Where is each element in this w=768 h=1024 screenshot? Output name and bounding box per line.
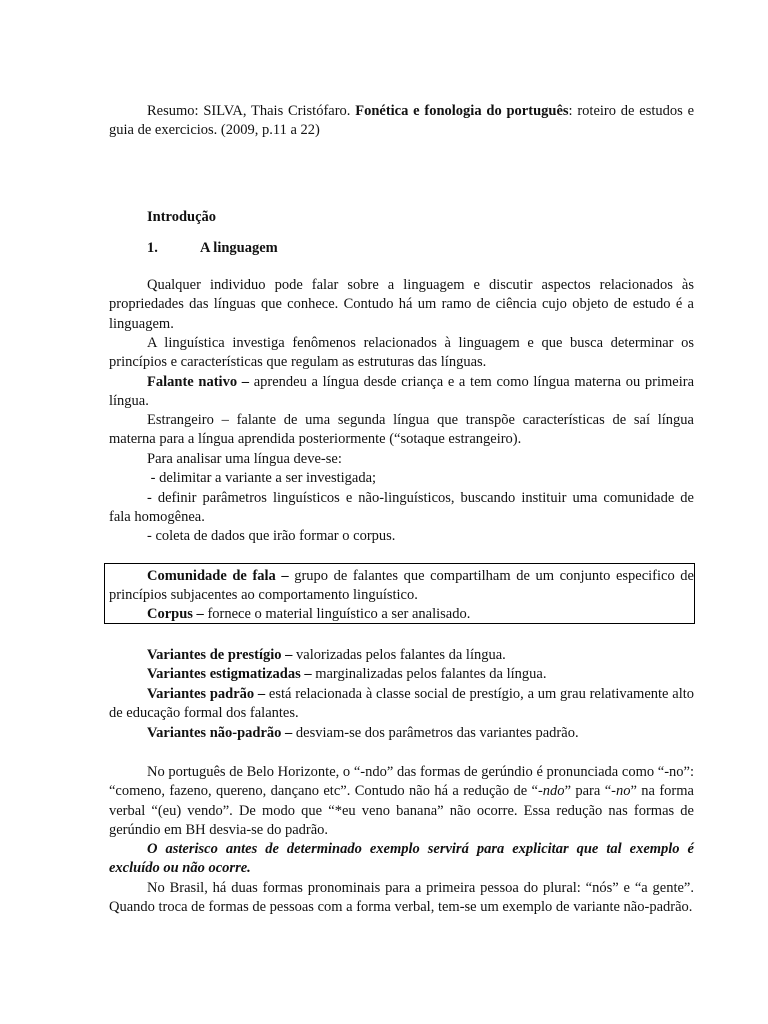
variant-padrao <box>109 685 694 724</box>
asterisk-note-text: O asterisco antes de determinado exemplo servirá para explicitar que tal exemplo é excluído ou não ocorre. <box>109 841 694 877</box>
term-variant-nao-padrao: Variantes não-padrão – <box>147 725 293 741</box>
term-variant-estigmatizadas: Variantes estigmatizadas – <box>147 666 312 682</box>
list-item-1: - delimitar a variante a ser investigada; <box>147 470 377 486</box>
bh-ndo: -ndo <box>537 783 565 800</box>
list-item-3: - coleta de dados que irão formar o corpus. <box>147 528 396 544</box>
paragraph-belo-horizonte <box>109 763 694 841</box>
variant-nao-padrao <box>109 724 694 743</box>
bh-text-c: ” na forma verbal “(eu) vendo”. De modo que “*eu veno banana” não ocorre. Essa redução nas formas de gerúndio em BH desvia-se do padrão. <box>109 783 694 839</box>
def-falante-nativo: aprendeu a língua desde criança e a tem como língua materna ou primeira língua. <box>109 374 694 410</box>
summary-lead: Resumo: SILVA, Thais Cristófaro. <box>147 103 351 119</box>
summary-reference <box>109 102 694 141</box>
paragraph-2: A linguística investiga fenômenos relacionados à linguagem e que busca determinar os princípios e características que regulam as estruturas das línguas. <box>109 335 694 371</box>
summary-tail: : roteiro de <box>568 103 635 119</box>
def-comunidade-de-fala: grupo de falantes que compartilham de um conjunto especifico de princípios subjacentes ao comportamento linguístico. <box>109 568 694 604</box>
term-variant-prestigio: Variantes de prestígio – <box>147 647 293 663</box>
intro-title: Introdução <box>147 209 217 225</box>
def-variant-padrao: está relacionada à classe social de prestígio, a um grau relativamente alto de educação formal dos falantes. <box>109 686 694 722</box>
paragraph-1: Qualquer individuo pode falar sobre a linguagem e discutir aspectos relacionados às propriedades das línguas que conhece. Contudo há um ramo de ciência cujo objeto de estudo é a linguagem. <box>109 277 694 332</box>
list-item-2: - definir parâmetros linguísticos e não-linguísticos, buscando instituir uma comunidade de fala homogênea. <box>109 490 694 526</box>
paragraph-estrangeiro: Estrangeiro – falante de uma segunda língua que transpõe características de saí língua materna para a língua aprendida posteriormente (“sotaque estrangeiro). <box>109 412 694 448</box>
intro-heading <box>109 208 694 227</box>
def-corpus: fornece o material linguístico a ser analisado. <box>203 606 471 622</box>
variant-estigmatizadas <box>109 665 694 684</box>
bh-text-b: ” para “ <box>564 783 612 800</box>
paragraph-falante-nativo <box>109 373 694 412</box>
term-corpus: Corpus – <box>147 606 204 622</box>
bh-no: -no <box>611 783 631 800</box>
bh-text-a: No português de Belo Horizonte, o “-ndo” das formas de gerúndio é pronunciada como “-no”: “comeno, fazeno, quereno, dançano etc”. Contudo não há a redução de “ <box>109 764 694 800</box>
section-title: A linguagem <box>200 240 278 256</box>
book-title: Fonética e fonologia do português <box>355 103 569 119</box>
variant-prestigio <box>109 646 694 665</box>
summary-line2: estudos e guia de exercicios. (2009, p.11 a 22) <box>109 103 695 139</box>
def-variant-prestigio: valorizadas pelos falantes da língua. <box>292 647 506 663</box>
term-falante-nativo: Falante nativo – <box>147 374 250 390</box>
def-variant-nao-padrao: desviam-se dos parâmetros das variantes padrão. <box>292 725 579 741</box>
asterisk-note <box>109 840 694 879</box>
term-variant-padrao: Variantes padrão – <box>147 686 266 702</box>
def-variant-estigmatizadas: marginalizadas pelos falantes da língua. <box>311 666 547 682</box>
paragraph-analisar: Para analisar uma língua deve-se: <box>147 451 342 467</box>
section-number: 1. <box>147 240 158 256</box>
box-corpus <box>109 605 694 624</box>
paragraph-brasil: No Brasil, há duas formas pronominais para a primeira pessoa do plural: “nós” e “a gente”. Quando troca de formas de pessoas com a forma verbal, tem-se um exemplo de variante não-padrão. <box>109 880 694 916</box>
box-comunidade-de-fala <box>109 567 694 606</box>
term-comunidade-de-fala: Comunidade de fala – <box>147 568 289 584</box>
